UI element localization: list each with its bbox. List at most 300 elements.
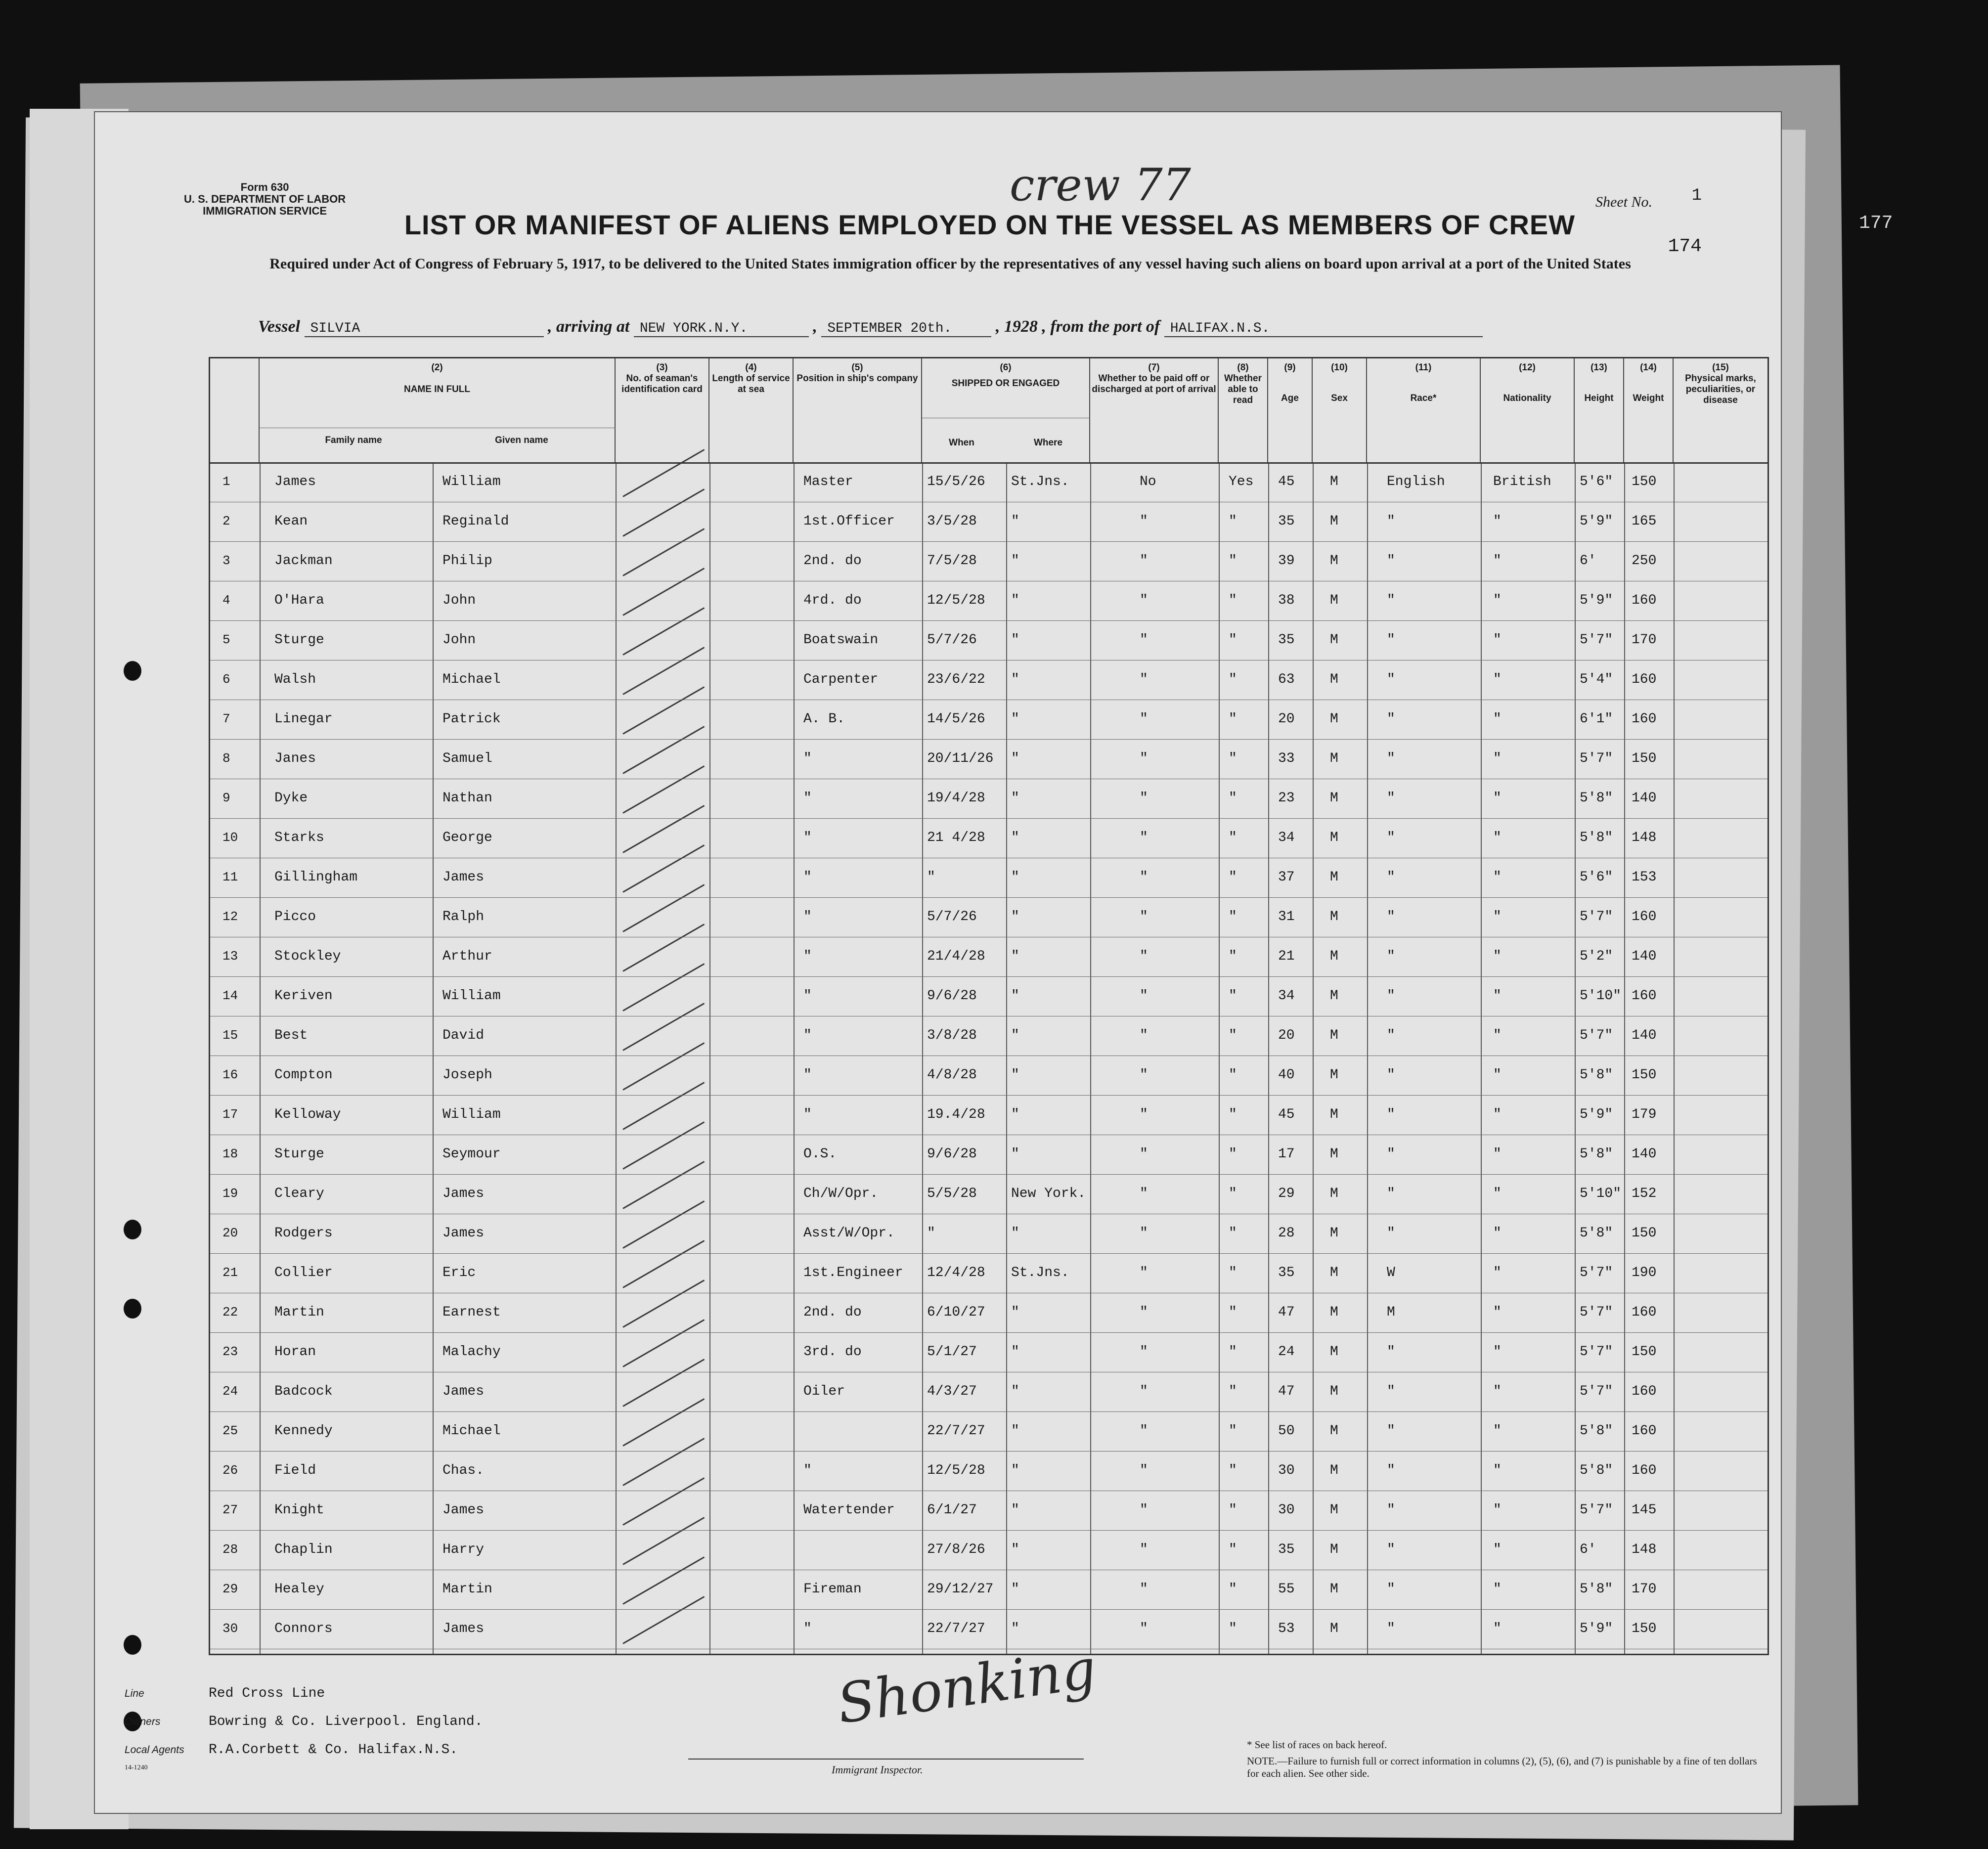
cell-given-name: William bbox=[442, 474, 501, 489]
cell-family-name: Chaplin bbox=[274, 1542, 333, 1557]
cell-able-to-read: " bbox=[1229, 830, 1237, 845]
cell-age: 28 bbox=[1278, 1226, 1295, 1241]
cell-height: 5'7" bbox=[1580, 1305, 1613, 1320]
cell-shipped-when: 23/6/22 bbox=[927, 672, 985, 687]
cell-age: 45 bbox=[1278, 1107, 1295, 1122]
header-col2-num: (2) bbox=[431, 362, 443, 373]
cell-weight: 140 bbox=[1632, 791, 1657, 806]
cell-sex: M bbox=[1330, 1542, 1338, 1557]
column-divider bbox=[794, 462, 795, 1654]
cell-family-name: Picco bbox=[274, 909, 316, 924]
check-mark-icon bbox=[622, 1398, 705, 1447]
cell-nationality: " bbox=[1493, 632, 1502, 648]
cell-paid-off: " bbox=[1140, 1542, 1148, 1557]
agents-label: Local Agents bbox=[125, 1744, 184, 1756]
check-mark-icon bbox=[622, 1279, 705, 1328]
cell-row-number: 27 bbox=[222, 1502, 238, 1517]
manifest-page bbox=[94, 111, 1782, 1814]
header-row-number bbox=[210, 358, 260, 462]
crew-table bbox=[209, 357, 1769, 1655]
cell-family-name: Compton bbox=[274, 1067, 333, 1083]
header-family-name: Family name bbox=[325, 435, 382, 445]
cell-row-number: 25 bbox=[222, 1423, 238, 1438]
cell-nationality: " bbox=[1493, 1502, 1502, 1518]
cell-height: 5'7" bbox=[1580, 751, 1613, 766]
cell-race: " bbox=[1387, 593, 1395, 608]
cell-able-to-read: " bbox=[1229, 1226, 1237, 1241]
cell-nationality: " bbox=[1493, 949, 1502, 964]
cell-row-number: 29 bbox=[222, 1582, 238, 1596]
column-divider bbox=[1313, 462, 1314, 1654]
header-name-label: NAME IN FULL bbox=[403, 384, 471, 395]
cell-height: 5'8" bbox=[1580, 1146, 1613, 1162]
cell-position: Fireman bbox=[803, 1582, 862, 1597]
cell-race: " bbox=[1387, 1028, 1395, 1043]
header-given-name: Given name bbox=[495, 435, 548, 445]
cell-nationality: " bbox=[1493, 1305, 1502, 1320]
row-divider bbox=[210, 1451, 1767, 1452]
cell-race: " bbox=[1387, 1067, 1395, 1083]
cell-height: 6' bbox=[1580, 1542, 1596, 1557]
cell-paid-off: " bbox=[1140, 672, 1148, 687]
cell-weight: 170 bbox=[1632, 632, 1657, 648]
cell-weight: 153 bbox=[1632, 870, 1657, 885]
cell-shipped-when: 12/5/28 bbox=[927, 593, 985, 608]
cell-height: 5'8" bbox=[1580, 1423, 1613, 1439]
cell-height: 5'6" bbox=[1580, 474, 1613, 489]
cell-given-name: Reginald bbox=[442, 514, 509, 529]
cell-given-name: James bbox=[442, 1226, 485, 1241]
cell-sex: M bbox=[1330, 1226, 1338, 1241]
cell-paid-off: " bbox=[1140, 988, 1148, 1004]
cell-row-number: 11 bbox=[222, 870, 238, 884]
header-col3-num: (3) bbox=[656, 362, 668, 373]
cell-nationality: " bbox=[1493, 1107, 1502, 1122]
from-port: HALIFAX.N.S. bbox=[1164, 321, 1483, 337]
cell-given-name: Philip bbox=[442, 553, 492, 569]
cell-given-name: Joseph bbox=[442, 1067, 492, 1083]
column-divider bbox=[1481, 462, 1482, 1654]
cell-age: 23 bbox=[1278, 791, 1295, 806]
cell-weight: 140 bbox=[1632, 1146, 1657, 1162]
cell-height: 5'7" bbox=[1580, 1502, 1613, 1518]
cell-able-to-read: " bbox=[1229, 1344, 1237, 1360]
column-divider bbox=[1674, 462, 1675, 1654]
cell-paid-off: " bbox=[1140, 791, 1148, 806]
cell-paid-off: " bbox=[1140, 949, 1148, 964]
cell-row-number: 14 bbox=[222, 988, 238, 1003]
cell-family-name: Cleary bbox=[274, 1186, 324, 1201]
check-mark-icon bbox=[622, 1359, 705, 1407]
cell-family-name: Best bbox=[274, 1028, 308, 1043]
header-length-service bbox=[709, 358, 794, 462]
cell-weight: 165 bbox=[1632, 514, 1657, 529]
cell-shipped-where: " bbox=[1011, 1582, 1019, 1597]
cell-age: 39 bbox=[1278, 553, 1295, 569]
subtitle: Required under Act of Congress of February 5, 1917, to be delivered to the United States immigration officer by the representatives of any vessel having such aliens on board upon arrival at a port of the United States bbox=[269, 256, 1631, 272]
cell-height: 5'9" bbox=[1580, 1107, 1613, 1122]
column-divider bbox=[1268, 462, 1269, 1654]
arriving-port: NEW YORK.N.Y. bbox=[634, 321, 809, 337]
check-mark-icon bbox=[622, 1596, 705, 1644]
cell-nationality: " bbox=[1493, 1028, 1502, 1043]
cell-height: 5'6" bbox=[1580, 870, 1613, 885]
cell-height: 5'2" bbox=[1580, 949, 1613, 964]
cell-race: " bbox=[1387, 870, 1395, 885]
cell-age: 17 bbox=[1278, 1146, 1295, 1162]
header-nationality bbox=[1481, 358, 1575, 462]
check-mark-icon bbox=[622, 1319, 705, 1367]
header-race bbox=[1367, 358, 1481, 462]
races-note: * See list of races on back hereof. bbox=[1247, 1739, 1387, 1751]
cell-weight: 150 bbox=[1632, 474, 1657, 489]
header-col5-num: (5) bbox=[851, 362, 863, 373]
cell-sex: M bbox=[1330, 711, 1338, 727]
cell-race: " bbox=[1387, 949, 1395, 964]
check-mark-icon bbox=[622, 1556, 705, 1605]
cell-sex: M bbox=[1330, 474, 1338, 489]
cell-weight: 160 bbox=[1632, 1423, 1657, 1439]
cell-paid-off: " bbox=[1140, 593, 1148, 608]
cell-position: Asst/W/Opr. bbox=[803, 1226, 895, 1241]
vessel-name: SILVIA bbox=[305, 321, 544, 337]
cell-shipped-where: " bbox=[1011, 1146, 1019, 1162]
cell-race: " bbox=[1387, 1582, 1395, 1597]
column-divider bbox=[1219, 462, 1220, 1654]
cell-nationality: " bbox=[1493, 791, 1502, 806]
cell-given-name: John bbox=[442, 632, 476, 648]
cell-sex: M bbox=[1330, 514, 1338, 529]
cell-row-number: 8 bbox=[222, 751, 230, 766]
cell-shipped-where: " bbox=[1011, 632, 1019, 648]
cell-able-to-read: " bbox=[1229, 1384, 1237, 1399]
header-where: Where bbox=[1033, 438, 1063, 448]
cell-row-number: 24 bbox=[222, 1384, 238, 1399]
cell-weight: 160 bbox=[1632, 593, 1657, 608]
cell-height: 5'8" bbox=[1580, 791, 1613, 806]
cell-shipped-when: 20/11/26 bbox=[927, 751, 994, 766]
cell-row-number: 6 bbox=[222, 672, 230, 687]
check-mark-icon bbox=[622, 884, 705, 932]
cell-weight: 160 bbox=[1632, 1305, 1657, 1320]
cell-paid-off: " bbox=[1140, 1186, 1148, 1201]
cell-sex: M bbox=[1330, 632, 1338, 648]
cell-height: 6' bbox=[1580, 553, 1596, 569]
cell-weight: 150 bbox=[1632, 1344, 1657, 1360]
cell-nationality: " bbox=[1493, 1384, 1502, 1399]
agents-value: R.A.Corbett & Co. Halifax.N.S. bbox=[209, 1742, 458, 1758]
footer-line-row bbox=[125, 1679, 483, 1708]
cell-position: " bbox=[803, 1463, 812, 1478]
cell-sex: M bbox=[1330, 553, 1338, 569]
row-divider bbox=[210, 818, 1767, 819]
cell-paid-off: " bbox=[1140, 1146, 1148, 1162]
cell-able-to-read: " bbox=[1229, 1542, 1237, 1557]
cell-given-name: Michael bbox=[442, 1423, 501, 1439]
cell-row-number: 5 bbox=[222, 632, 230, 647]
cell-race: " bbox=[1387, 988, 1395, 1004]
cell-family-name: Rodgers bbox=[274, 1226, 333, 1241]
cell-sex: M bbox=[1330, 1344, 1338, 1360]
cell-position: O.S. bbox=[803, 1146, 837, 1162]
cell-row-number: 12 bbox=[222, 909, 238, 924]
cell-paid-off: " bbox=[1140, 909, 1148, 924]
year: 28 bbox=[1020, 317, 1038, 336]
cell-weight: 160 bbox=[1632, 988, 1657, 1004]
cell-shipped-where: " bbox=[1011, 1226, 1019, 1241]
cell-family-name: Connors bbox=[274, 1621, 333, 1636]
cell-shipped-where: " bbox=[1011, 1384, 1019, 1399]
cell-shipped-when: 3/8/28 bbox=[927, 1028, 977, 1043]
cell-given-name: William bbox=[442, 1107, 501, 1122]
cell-age: 63 bbox=[1278, 672, 1295, 687]
row-divider bbox=[210, 1253, 1767, 1254]
cell-given-name: Earnest bbox=[442, 1305, 501, 1320]
line-value: Red Cross Line bbox=[209, 1686, 325, 1701]
cell-family-name: Martin bbox=[274, 1305, 324, 1320]
cell-weight: 145 bbox=[1632, 1502, 1657, 1518]
header-col10-num: (10) bbox=[1331, 362, 1348, 373]
cell-sex: M bbox=[1330, 1186, 1338, 1201]
cell-given-name: Patrick bbox=[442, 711, 501, 727]
footer-owners-row bbox=[125, 1708, 483, 1736]
check-mark-icon bbox=[622, 488, 705, 537]
header-col8-num: (8) bbox=[1237, 362, 1249, 373]
cell-shipped-where: St.Jns. bbox=[1011, 474, 1069, 489]
check-mark-icon bbox=[622, 726, 705, 774]
cell-sex: M bbox=[1330, 830, 1338, 845]
cell-nationality: " bbox=[1493, 1265, 1502, 1280]
cell-given-name: John bbox=[442, 593, 476, 608]
header-sex bbox=[1313, 358, 1367, 462]
cell-height: 5'7" bbox=[1580, 1028, 1613, 1043]
header-paid-off bbox=[1090, 358, 1219, 462]
cell-position: 2nd. do bbox=[803, 1305, 862, 1320]
cell-family-name: Healey bbox=[274, 1582, 324, 1597]
arrival-date: SEPTEMBER 20th. bbox=[821, 321, 991, 337]
cell-family-name: Dyke bbox=[274, 791, 308, 806]
row-divider bbox=[210, 1609, 1767, 1610]
cell-family-name: Badcock bbox=[274, 1384, 333, 1399]
punch-hole bbox=[124, 1299, 141, 1319]
header-nationality-label: Nationality bbox=[1503, 393, 1551, 403]
cell-able-to-read: " bbox=[1229, 1305, 1237, 1320]
cell-sex: M bbox=[1330, 1146, 1338, 1162]
notes bbox=[1247, 1739, 1761, 1780]
cell-paid-off: " bbox=[1140, 1265, 1148, 1280]
cell-position: 1st.Officer bbox=[803, 514, 895, 529]
cell-row-number: 22 bbox=[222, 1305, 238, 1320]
column-divider bbox=[616, 462, 617, 1654]
cell-shipped-when: 5/7/26 bbox=[927, 909, 977, 924]
row-divider bbox=[210, 620, 1767, 621]
cell-weight: 150 bbox=[1632, 1067, 1657, 1083]
check-mark-icon bbox=[622, 568, 705, 616]
check-mark-icon bbox=[622, 1477, 705, 1526]
cell-weight: 150 bbox=[1632, 1226, 1657, 1241]
cell-weight: 160 bbox=[1632, 1384, 1657, 1399]
arriving-label: , arriving at bbox=[548, 317, 630, 336]
cell-sex: M bbox=[1330, 909, 1338, 924]
check-mark-icon bbox=[622, 805, 705, 853]
vessel-label: Vessel bbox=[258, 317, 300, 336]
cell-position: " bbox=[803, 1067, 812, 1083]
cell-shipped-where: " bbox=[1011, 1463, 1019, 1478]
cell-weight: 140 bbox=[1632, 1028, 1657, 1043]
cell-row-number: 4 bbox=[222, 593, 230, 608]
cell-age: 50 bbox=[1278, 1423, 1295, 1439]
cell-shipped-when: 19/4/28 bbox=[927, 791, 985, 806]
cell-position: Boatswain bbox=[803, 632, 879, 648]
cell-family-name: Collier bbox=[274, 1265, 333, 1280]
cell-age: 35 bbox=[1278, 1542, 1295, 1557]
cell-row-number: 21 bbox=[222, 1265, 238, 1280]
header-when: When bbox=[949, 438, 974, 448]
header-length-service-label: Length of service at sea bbox=[712, 373, 790, 395]
cell-nationality: " bbox=[1493, 553, 1502, 569]
cell-age: 31 bbox=[1278, 909, 1295, 924]
header-race-label: Race* bbox=[1410, 393, 1437, 403]
row-divider bbox=[210, 1174, 1767, 1175]
cell-shipped-where: " bbox=[1011, 1423, 1019, 1439]
cell-given-name: David bbox=[442, 1028, 485, 1043]
cell-weight: 152 bbox=[1632, 1186, 1657, 1201]
cell-given-name: Malachy bbox=[442, 1344, 501, 1360]
cell-given-name: Samuel bbox=[442, 751, 492, 766]
cell-height: 5'7" bbox=[1580, 1344, 1613, 1360]
stamp-number: 174 bbox=[1668, 236, 1702, 257]
cell-height: 5'9" bbox=[1580, 593, 1613, 608]
cell-sex: M bbox=[1330, 1621, 1338, 1636]
cell-row-number: 2 bbox=[222, 514, 230, 528]
cell-nationality: " bbox=[1493, 1186, 1502, 1201]
cell-paid-off: " bbox=[1140, 1305, 1148, 1320]
cell-nationality: " bbox=[1493, 1542, 1502, 1557]
cell-shipped-when: 9/6/28 bbox=[927, 1146, 977, 1162]
cell-height: 5'10" bbox=[1580, 988, 1622, 1004]
cell-position: A. B. bbox=[803, 711, 845, 727]
cell-race: " bbox=[1387, 711, 1395, 727]
cell-row-number: 9 bbox=[222, 791, 230, 805]
cell-family-name: Starks bbox=[274, 830, 324, 845]
cell-position: " bbox=[803, 1107, 812, 1122]
cell-given-name: Seymour bbox=[442, 1146, 501, 1162]
cell-shipped-when: 6/10/27 bbox=[927, 1305, 985, 1320]
cell-nationality: " bbox=[1493, 988, 1502, 1004]
cell-able-to-read: " bbox=[1229, 514, 1237, 529]
cell-age: 30 bbox=[1278, 1502, 1295, 1518]
check-mark-icon bbox=[622, 1200, 705, 1249]
punch-hole bbox=[124, 1635, 141, 1655]
cell-given-name: Michael bbox=[442, 672, 501, 687]
column-divider bbox=[922, 462, 923, 1654]
form-number: Form 630 bbox=[240, 181, 289, 193]
column-divider bbox=[1090, 462, 1091, 1654]
cell-row-number: 17 bbox=[222, 1107, 238, 1122]
check-mark-icon bbox=[622, 1082, 705, 1130]
cell-position: Ch/W/Opr. bbox=[803, 1186, 879, 1201]
cell-height: 5'7" bbox=[1580, 1265, 1613, 1280]
owners-label: Owners bbox=[125, 1716, 161, 1727]
cell-race: " bbox=[1387, 1186, 1395, 1201]
cell-given-name: James bbox=[442, 1186, 485, 1201]
cell-height: 5'8" bbox=[1580, 1582, 1613, 1597]
cell-row-number: 23 bbox=[222, 1344, 238, 1359]
cell-race: " bbox=[1387, 1146, 1395, 1162]
cell-family-name: Kennedy bbox=[274, 1423, 333, 1439]
cell-age: 35 bbox=[1278, 1265, 1295, 1280]
column-divider bbox=[433, 462, 434, 1654]
cell-race: " bbox=[1387, 553, 1395, 569]
cell-family-name: Walsh bbox=[274, 672, 316, 687]
cell-shipped-when: 19.4/28 bbox=[927, 1107, 985, 1122]
cell-sex: M bbox=[1330, 949, 1338, 964]
cell-shipped-where: " bbox=[1011, 593, 1019, 608]
row-divider bbox=[210, 1332, 1767, 1333]
cell-able-to-read: " bbox=[1229, 909, 1237, 924]
cell-family-name: Kelloway bbox=[274, 1107, 341, 1122]
cell-weight: 250 bbox=[1632, 553, 1657, 569]
cell-family-name: Jackman bbox=[274, 553, 333, 569]
cell-position: 3rd. do bbox=[803, 1344, 862, 1360]
check-mark-icon bbox=[622, 1240, 705, 1288]
check-mark-icon bbox=[622, 1161, 705, 1209]
cell-family-name: O'Hara bbox=[274, 593, 324, 608]
cell-height: 6'1" bbox=[1580, 711, 1613, 727]
cell-race: " bbox=[1387, 751, 1395, 766]
cell-paid-off: " bbox=[1140, 632, 1148, 648]
header-sex-label: Sex bbox=[1331, 393, 1348, 403]
cell-shipped-when: 29/12/27 bbox=[927, 1582, 994, 1597]
header-able-read bbox=[1219, 358, 1268, 462]
cell-sex: M bbox=[1330, 593, 1338, 608]
column-divider bbox=[1575, 462, 1576, 1654]
cell-age: 33 bbox=[1278, 751, 1295, 766]
cell-shipped-where: " bbox=[1011, 909, 1019, 924]
cell-paid-off: " bbox=[1140, 751, 1148, 766]
cell-height: 5'4" bbox=[1580, 672, 1613, 687]
line-label: Line bbox=[125, 1688, 144, 1699]
cell-shipped-where: New York. bbox=[1011, 1186, 1086, 1201]
cell-sex: M bbox=[1330, 1028, 1338, 1043]
header-position bbox=[794, 358, 922, 462]
cell-weight: 150 bbox=[1632, 751, 1657, 766]
cell-shipped-where: " bbox=[1011, 514, 1019, 529]
header-able-read-label: Whether able to read bbox=[1224, 373, 1262, 405]
column-divider bbox=[709, 462, 710, 1654]
cell-shipped-where: St.Jns. bbox=[1011, 1265, 1069, 1280]
cell-nationality: " bbox=[1493, 1621, 1502, 1636]
cell-nationality: " bbox=[1493, 672, 1502, 687]
cell-age: 38 bbox=[1278, 593, 1295, 608]
check-mark-icon bbox=[622, 528, 705, 576]
cell-family-name: Sturge bbox=[274, 1146, 324, 1162]
column-divider bbox=[260, 462, 261, 1654]
header-col13-num: (13) bbox=[1590, 362, 1607, 373]
row-divider bbox=[210, 1530, 1767, 1531]
row-divider bbox=[210, 976, 1767, 977]
cell-given-name: William bbox=[442, 988, 501, 1004]
cell-weight: 160 bbox=[1632, 672, 1657, 687]
cell-shipped-where: " bbox=[1011, 988, 1019, 1004]
cell-shipped-when: 15/5/26 bbox=[927, 474, 985, 489]
cell-position: " bbox=[803, 988, 812, 1004]
cell-shipped-when: 5/1/27 bbox=[927, 1344, 977, 1360]
check-mark-icon bbox=[622, 607, 705, 656]
inspector-label: Immigrant Inspector. bbox=[832, 1763, 923, 1776]
check-mark-icon bbox=[622, 765, 705, 814]
cell-paid-off: " bbox=[1140, 1107, 1148, 1122]
